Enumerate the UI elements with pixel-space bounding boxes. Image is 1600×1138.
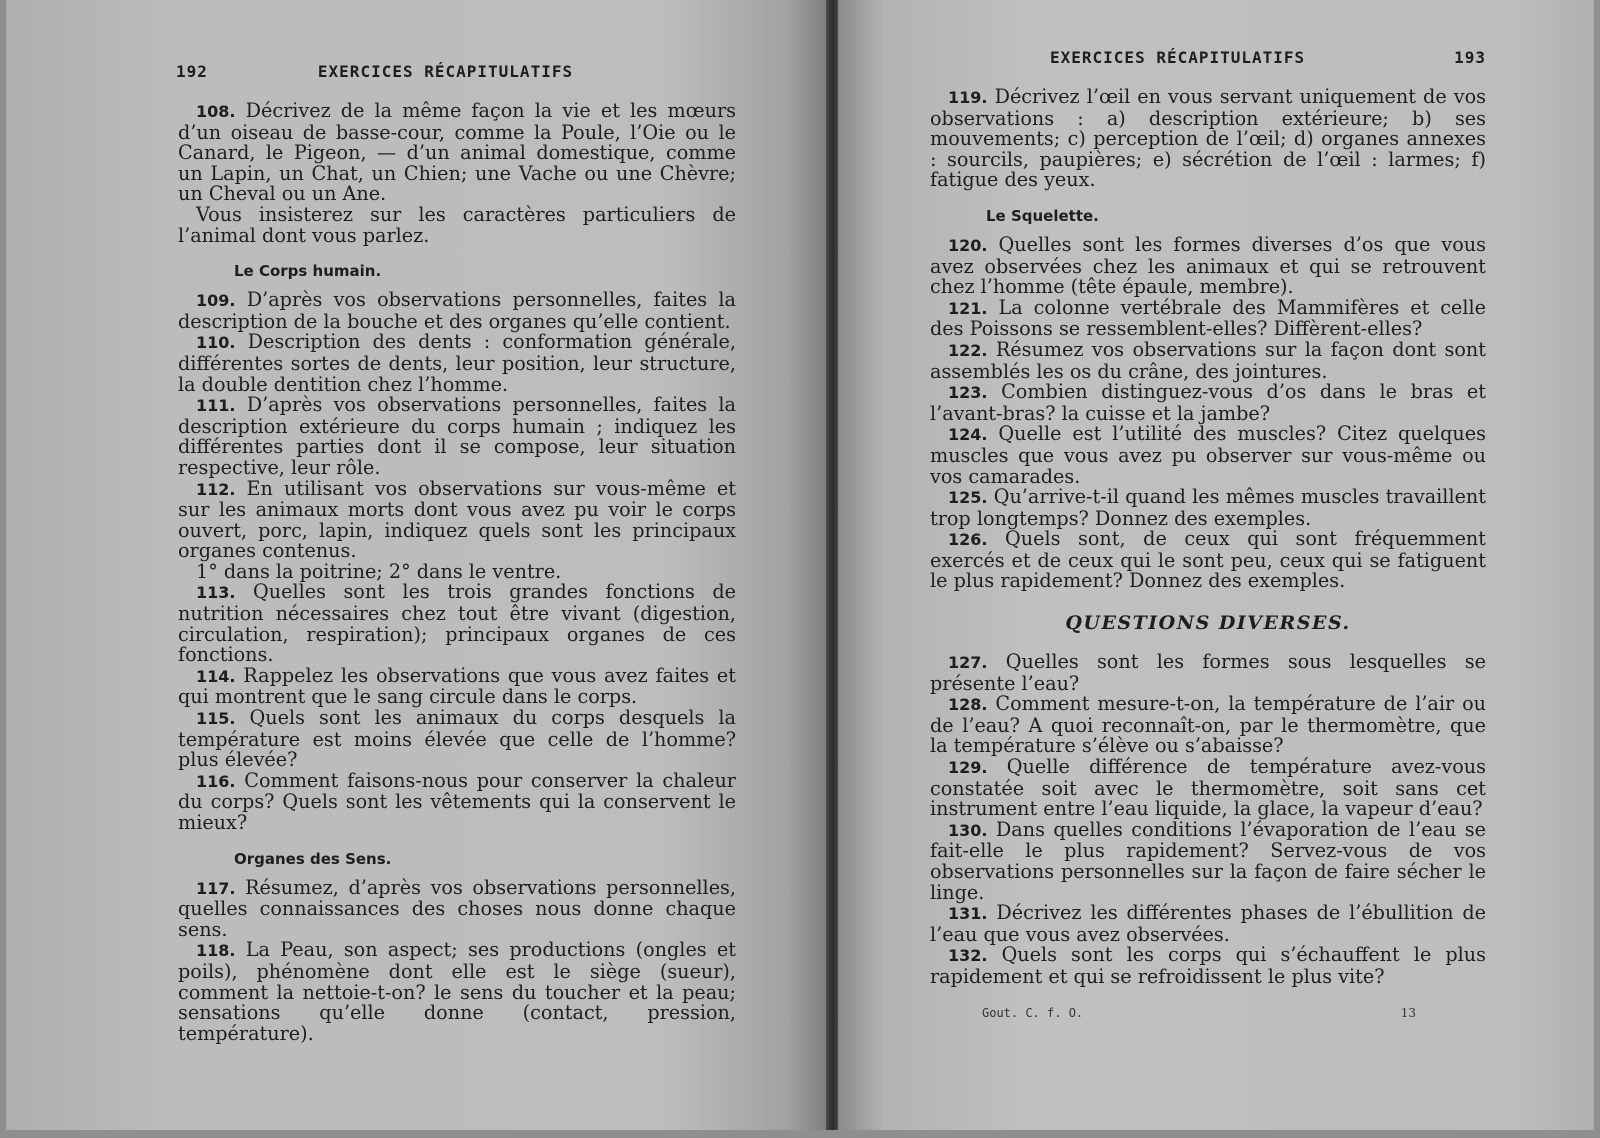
exercise-115 — [178, 708, 736, 771]
exercise-number: 126. — [948, 530, 988, 550]
exercise-117 — [178, 875, 736, 941]
exercise-110 — [178, 332, 736, 395]
exercise-number: 119. — [948, 88, 988, 107]
exercise-number: 108. — [196, 102, 236, 121]
exercise-number: 125. — [948, 488, 988, 508]
exercise-text: Décrivez de la même façon la vie et les mœurs d’un oiseau de basse-cour, comme la Poule, l’Oie ou le Canard, le Pigeon, — d’un animal domestique, comme un Lapin, un Chat, un Chien; une Vache ou une Chèvre; un Cheval ou un Ane. — [178, 99, 736, 206]
exercise-108 — [178, 101, 736, 205]
exercise-112-list: 1° dans la poitrine; 2° dans le ventre. — [196, 559, 562, 583]
exercise-number: 113. — [196, 583, 236, 603]
exercise-130 — [930, 817, 1486, 904]
exercise-number: 116. — [196, 771, 236, 791]
section-heading-organes-sens: Organes des Sens. — [234, 849, 392, 868]
exercise-108-note: Vous insisterez sur les caractères particuliers de l’animal dont vous parlez. — [178, 202, 736, 247]
exercise-text: Quelle est l’utilité des muscles? Citez quelques muscles que vous avez pu observer sur vous-même ou vos camarades. — [930, 422, 1486, 488]
exercise-text: Combien distinguez-vous d’os dans le bras et l’avant-bras? la cuisse et la jambe? — [930, 380, 1486, 425]
printer-signature: Gout. C. f. O. — [982, 1005, 1084, 1020]
exercise-number: 110. — [196, 333, 236, 353]
exercise-123 — [930, 382, 1486, 424]
exercise-118 — [178, 940, 736, 1044]
exercise-number: 129. — [948, 758, 988, 778]
exercise-text: Quels sont les animaux du corps desquels la température est moins élevée que celle de l’homme? plus élevée? — [178, 706, 736, 772]
exercise-number: 123. — [948, 383, 988, 403]
exercise-131 — [930, 903, 1486, 945]
left-running-head — [176, 62, 736, 81]
exercise-number: 118. — [196, 941, 236, 961]
exercise-number: 122. — [948, 340, 988, 360]
exercise-number: 128. — [948, 695, 988, 715]
section-heading-squelette: Le Squelette. — [986, 206, 1099, 225]
exercise-128 — [930, 694, 1486, 757]
section-heading-corps-humain: Le Corps humain. — [234, 262, 382, 281]
exercise-number: 121. — [948, 298, 988, 318]
exercise-127 — [930, 652, 1486, 694]
page-footer — [930, 1006, 1486, 1020]
exercise-number: 112. — [196, 479, 236, 499]
exercise-116 — [178, 768, 736, 834]
exercise-113 — [178, 582, 736, 665]
left-page-number: 192 — [176, 62, 208, 81]
section-heading-questions-diverses: QUESTIONS DIVERSES. — [1065, 612, 1351, 635]
exercise-121 — [930, 295, 1486, 341]
sheet-number: 13 — [1400, 1005, 1416, 1020]
right-running-title: EXERCICES RÉCAPITULATIFS — [1050, 48, 1306, 67]
exercise-114 — [178, 663, 736, 709]
exercise-text: Qu’arrive-t-il quand les mêmes muscles travaillent trop longtemps? Donnez des exemples. — [930, 485, 1487, 530]
exercise-number: 127. — [948, 653, 988, 673]
exercise-number: 114. — [196, 666, 236, 686]
exercise-text: Comment faisons-nous pour conserver la chaleur du corps? Quels sont les vêtements qui la conservent le mieux? — [178, 768, 736, 834]
exercise-text: La Peau, son aspect; ses productions (ongles et poils), phénomène dont elle est le siège (sueur), comment la nettoie-t-on? le sens du toucher et la peau; sensations qu’elle donne (contact, pression, température). — [178, 938, 736, 1045]
exercise-text: Comment mesure-t-on, la température de l’air ou de l’eau? A quoi reconnaît-on, par le thermomètre, que la température s’élève ou s’abaisse? — [930, 692, 1486, 758]
left-page — [6, 0, 828, 1130]
exercise-126 — [930, 529, 1486, 592]
right-page — [838, 0, 1594, 1130]
exercise-text: Dans quelles conditions l’évaporation de l’eau se fait-elle le plus rapidement? Servez-vous de vos observations personnelles sur la façon de faire sécher le linge. — [930, 817, 1486, 904]
exercise-112 — [178, 476, 736, 563]
exercise-text: Quels sont les corps qui s’échauffent le plus rapidement et qui se refroidissent le plus vite? — [930, 943, 1486, 988]
exercise-text: Décrivez l’œil en vous servant uniquement de vos observations : a) description extérieure; b) ses mouvements; c) perception de l’œil; d) organes annexes : sourcils, paupières; e) sécrétion de l’œil : larmes; f) fatigue des yeux. — [930, 85, 1486, 192]
exercise-text: Quelles sont les formes sous lesquelles se présente l’eau? — [930, 650, 1486, 695]
exercise-text: Description des dents : conformation générale, différentes sortes de dents, leur position, leur structure, la double dentition chez l’homme. — [178, 330, 736, 396]
exercise-129 — [930, 757, 1486, 820]
exercise-125 — [930, 487, 1486, 529]
exercise-text: Quelle différence de température avez-vous constatée soit avec le thermomètre, soit sans cet instrument entre l’eau liquide, la glace, la vapeur d’eau? — [930, 755, 1486, 821]
exercise-number: 124. — [948, 425, 988, 445]
exercise-122 — [930, 337, 1486, 383]
exercise-text: D’après vos observations personnelles, faites la description extérieure du corps humain ; indiquez les différentes parties dont il se compose, leur situation respective, leur rôle. — [178, 393, 736, 479]
exercise-number: 117. — [196, 878, 236, 898]
exercise-number: 109. — [196, 291, 236, 311]
exercise-124 — [930, 424, 1486, 487]
exercise-number: 120. — [948, 235, 988, 255]
exercise-text: Résumez vos observations sur la façon dont sont assemblés les os du crâne, des jointures. — [930, 337, 1486, 383]
exercise-text: Quelles sont les formes diverses d’os que vous avez observées chez les animaux et qui se retrouvent chez l’homme (tête épaule, membre). — [930, 232, 1486, 299]
exercise-text: Résumez, d’après vos observations personnelles, quelles connaissances des choses nous donne chaque sens. — [178, 875, 736, 941]
exercise-109 — [178, 290, 736, 332]
exercise-text: Quelles sont les trois grandes fonctions de nutrition nécessaires chez tout être vivant (digestion, circulation, respiration); principaux organes de ces fonctions. — [178, 580, 736, 667]
left-running-title: EXERCICES RÉCAPITULATIFS — [317, 62, 574, 81]
exercise-132 — [930, 945, 1486, 987]
exercise-119 — [930, 87, 1486, 191]
exercise-number: 111. — [196, 396, 236, 416]
exercise-text: Rappelez les observations que vous avez faites et qui montrent que le sang circule dans le corps. — [178, 663, 736, 709]
exercise-text: D’après vos observations personnelles, faites la description de la bouche et des organes qu’elle contient. — [178, 288, 736, 333]
exercise-number: 115. — [196, 709, 236, 729]
exercise-120 — [930, 232, 1486, 299]
exercise-number: 132. — [948, 946, 988, 966]
exercise-111 — [178, 395, 736, 478]
exercise-number: 130. — [948, 820, 988, 840]
right-page-number: 193 — [1454, 48, 1486, 67]
exercise-text: En utilisant vos observations sur vous-même et sur les animaux morts dont vous avez pu voir le corps ouvert, porc, lapin, indiquez quels sont les principaux organes contenus. — [178, 476, 736, 563]
exercise-text: Quels sont, de ceux qui sont fréquemment exercés et de ceux qui le sont peu, ceux qui se fatiguent le plus rapidement? Donnez des exemples. — [930, 527, 1486, 593]
right-running-head — [930, 48, 1486, 67]
exercise-number: 131. — [948, 904, 988, 924]
exercise-text: La colonne vertébrale des Mammifères et celle des Poissons se ressemblent-elles? Diffèrent-elles? — [930, 295, 1486, 341]
exercise-text: Décrivez les différentes phases de l’ébullition de l’eau que vous avez observées. — [930, 901, 1486, 946]
